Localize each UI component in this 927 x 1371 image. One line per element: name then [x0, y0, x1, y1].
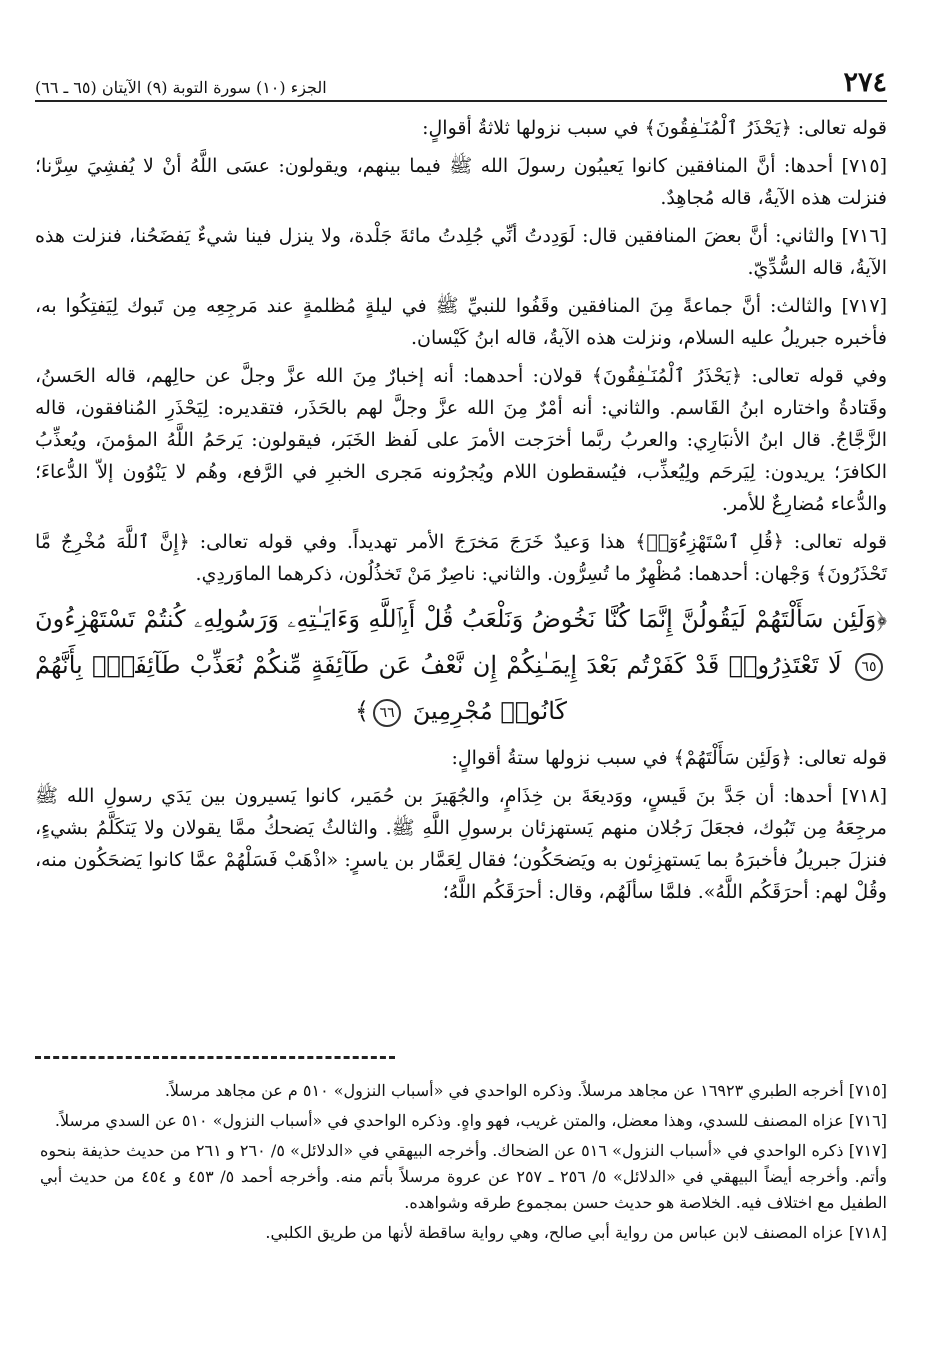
paragraph: قوله تعالى: ﴿قُلِ ٱسْتَهْزِءُوٓا۟﴾ هذا وَعيدٌ خَرَجَ مَخرَجَ الأمر تهديداً. وفي قوله تعالى: ﴿إِنَّ ٱللَّهَ مُخْرِجٌ مَّا تَحْذَرُونَ﴾ وَجْهان: أحدهما: مُظْهِرٌ ما تُسِرُّون. والثاني: ناصِرٌ مَنْ تَخذُلُون، ذكرهما الماوَردِي. — [35, 531, 887, 585]
running-title: الجزء (١٠) سورة التوبة (٩) الآيتان (٦٥ ـ ٦٦) — [35, 78, 327, 97]
main-text — [35, 112, 887, 914]
ayah-number-marker: ٦٥ — [855, 653, 883, 681]
verse-close-bracket: ﴾ — [355, 697, 370, 725]
verse-text: لَا تَعْتَذِرُوا۟ قَدْ كَفَرْتُم بَعْدَ إِيمَـٰنِكُمْ إِن نَّعْفُ عَن طَآئِفَةٍ مِّنكُمْ نُعَذِّبْ طَآئِفَةًۢ بِأَنَّهُمْ كَانُوا۟ مُجْرِمِينَ — [35, 651, 842, 725]
paragraph: [٧١٨] أحدها: أن جَدَّ بنَ قَيسٍ، ووَديعَةَ بن خِذَامٍ، والجُهَيرَ بن حُمَير، كانوا يَسيرون بين يَدَي رسولِ الله ﷺ مرجِعَهُ مِن تَبُوك، فجعَلَ رَجُلان منهم يَستهزئان برسولِ اللَّهِ ﷺ. والثالثُ يَضحكُ ممَّا يقولان ولا يَتكَلَّمُ بشيءٍ، فنزلَ جبريلُ فأخبرَهُ بما يَستهزِئون به ويَضحَكُون؛ فقال لِعَمَّار بن ياسرٍ: «اذْهَبْ فَسَلْهُمْ عمَّا كانوا يَضحَكُون منه، وقُلْ لهم: أحرَقَكُم اللَّهُ». فلمَّا سألَهُم، وقال: أحرَقَكُم اللَّهُ؛ — [35, 785, 887, 903]
footnotes — [40, 1078, 887, 1250]
paragraph: [٧١٥] أحدها: أنَّ المنافقين كانوا يَعيبُون رسولَ الله ﷺ فيما بينهم، ويقولون: عسَى اللَّهُ أنْ لا يُفشِيَ سِرَّنا؛ فنزلت هذه الآيةُ، قاله مُجاهِدٌ. — [35, 155, 887, 209]
paragraph: وفي قوله تعالى: ﴿يَحْذَرُ ٱلْمُنَـٰفِقُونَ﴾ قولان: أحدهما: أنه إخبارٌ مِنَ الله عزَّ وجلَّ عن حالِهم، قاله الحَسنُ، وقَتادةُ واختاره ابنُ القَاسم. والثاني: أنه أمْرٌ مِنَ الله عزَّ وجلَّ لهم بالحَذَر، فتقديره: لِيَحْذَرِ المُنافقون، قاله الزَّجَّاجُ. قال ابنُ الأنبَارِي: والعربُ ربَّما أخرَجت الأمرَ على لَفظ الخَبَر، فيقولون: يَرحَمُ اللَّهُ المؤمنَ، ويُعذِّبُ الكافرَ؛ يريدون: لِيَرحَم ولِيُعذِّب، فيُسقطون اللام ويُجرُونه مَجرى الخبرِ في الرَّفع، وهُم لا يَنْوُون إلاّ الدُّعاءَ؛ والدُّعاء مُضارِعٌ للأمر. — [35, 365, 887, 515]
ayah-number-marker: ٦٦ — [373, 699, 401, 727]
footnote: [٧١٥] أخرجه الطبري ١٦٩٢٣ عن مجاهد مرسلاً. وذكره الواحدي في «أسباب النزول» ٥١٠ م عن مجاهد مرسلاً. — [164, 1081, 887, 1100]
footnote: [٧١٧] ذكره الواحدي في «أسباب النزول» ٥١٦ عن الضحاك. وأخرجه البيهقي في «الدلائل» ٥/ ٢٦٠ و ٢٦١ من حديث حذيفة بنحوه وأتم. وأخرجه أيضاً البيهقي في «الدلائل» ٥/ ٢٥٦ ـ ٢٥٧ عن عروة مرسلاً بأتم منه. وأخرجه أحمد ٥/ ٤٥٣ و ٤٥٤ من حديث أبي الطفيل مع اختلاف فيه. الخلاصة هو حديث حسن بمجموع طرقه وشواهده. — [40, 1141, 888, 1212]
footnote: [٧١٨] عزاه المصنف لابن عباس من رواية أبي صالح، وهي رواية ساقطة لأنها من طريق الكلبي. — [265, 1223, 887, 1242]
paragraph: [٧١٧] والثالث: أنَّ جماعةً مِنَ المنافقين وقَفُوا للنبيِّ ﷺ في ليلةٍ مُظلمةٍ عند مَرجِعِه مِن تَبوك لِيَفتِكُوا به، فأخبره جبريلُ عليه السلام، ونزلت هذه الآيةُ، قاله ابنُ كَيْسان. — [35, 295, 887, 349]
page-number: ٢٧٤ — [843, 67, 887, 98]
footnote: [٧١٦] عزاه المصنف للسدي، وهذا معضل، والمتن غريب، فهو واهٍ. وذكره الواحدي في «أسباب النزول» ٥١٠ عن السدي مرسلاً. — [54, 1111, 887, 1130]
footnote-separator — [35, 1056, 395, 1059]
paragraph: قوله تعالى: ﴿يَحْذَرُ ٱلْمُنَـٰفِقُونَ﴾ في سبب نزولها ثلاثةُ أقوالٍ: — [422, 117, 887, 139]
paragraph: قوله تعالى: ﴿وَلَئِن سَأَلْتَهُمْ﴾ في سبب نزولها ستةُ أقوالٍ: — [451, 747, 887, 769]
quran-verses — [35, 596, 887, 734]
page-header — [35, 48, 887, 102]
paragraph: [٧١٦] والثاني: أنَّ بعضَ المنافقين قال: لَوَدِدتُ أنِّي جُلِدتُ مائةَ جَلْدة، ولا ينزل فينا شيءٌ يَفضَحُنا، فنزلت هذه الآيةُ، قاله السُّدِّيّ. — [35, 225, 887, 279]
verse-text: ﴿وَلَئِن سَأَلْتَهُمْ لَيَقُولُنَّ إِنَّمَا كُنَّا نَخُوضُ وَنَلْعَبُ قُلْ أَبِٱللَّهِ وَءَايَـٰتِهِۦ وَرَسُولِهِۦ كُنتُمْ تَسْتَهْزِءُونَ — [35, 605, 887, 633]
